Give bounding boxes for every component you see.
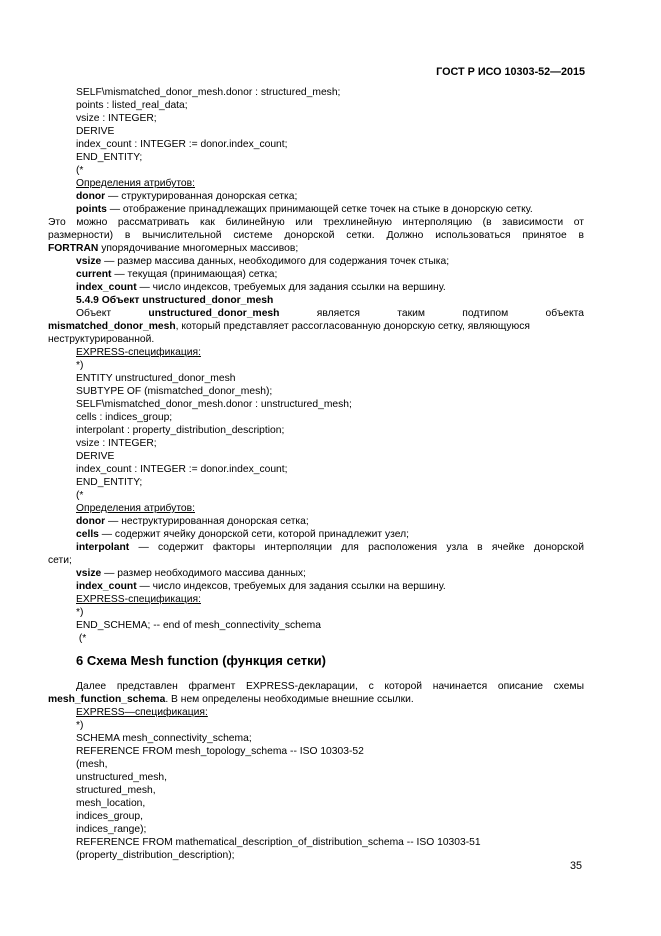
code-line: REFERENCE FROM mesh_topology_schema -- ISO 10303-52 <box>76 746 364 757</box>
code-line: index_count : INTEGER := donor.index_count; <box>76 139 288 150</box>
code-line: (mesh, <box>76 759 108 770</box>
definition-current: current — текущая (принимающая) сетка; <box>76 269 278 280</box>
code-line: DERIVE <box>76 451 115 462</box>
section-heading-5-4-9: 5.4.9 Объект unstructured_donor_mesh <box>76 295 274 306</box>
paragraph-line: неструктурированной. <box>48 334 155 345</box>
paragraph-line: Далее представлен фрагмент EXPRESS-декларации, с которой начинается описание схемы <box>76 681 584 692</box>
attribute-definitions-heading: Определения атрибутов: <box>76 178 195 189</box>
code-line: structured_mesh, <box>76 785 156 796</box>
code-line: indices_group, <box>76 811 143 822</box>
code-line: cells : indices_group; <box>76 412 173 423</box>
definition-index-count: index_count — число индексов, требуемых для задания ссылки на вершину. <box>76 581 446 592</box>
code-line: SELF\mismatched_donor_mesh.donor : structured_mesh; <box>76 87 341 98</box>
paragraph-line: сети; <box>48 555 72 566</box>
code-line: (* <box>76 490 84 501</box>
code-line: mesh_location, <box>76 798 146 809</box>
code-line: indices_range); <box>76 824 147 835</box>
code-line: (* <box>76 165 84 176</box>
definition-donor: donor — структурированная донорская сетка; <box>76 191 298 202</box>
code-line: *) <box>76 720 84 731</box>
code-line: *) <box>76 607 84 618</box>
code-line: vsize : INTEGER; <box>76 438 157 449</box>
code-line: (property_distribution_description); <box>76 850 235 861</box>
paragraph-line: Это можно рассматривать как билинейную или трехлинейную интерполяцию (в зависимости от <box>48 217 584 228</box>
definition-points: points — отображение принадлежащих принимающей сетке точек на стыке в донорскую сетку. <box>76 204 533 215</box>
paragraph-line: FORTRAN упорядочивание многомерных массивов; <box>48 243 299 254</box>
code-line: unstructured_mesh, <box>76 772 168 783</box>
code-line: SCHEMA mesh_connectivity_schema; <box>76 733 252 744</box>
code-line: SELF\mismatched_donor_mesh.donor : unstructured_mesh; <box>76 399 352 410</box>
paragraph-line: mismatched_donor_mesh, который представляет рассогласованную донорскую сетку, являющуюся <box>48 321 531 332</box>
code-line: (* <box>76 633 87 644</box>
code-line: END_ENTITY; <box>76 152 143 163</box>
page-number: 35 <box>569 860 582 872</box>
definition-donor: donor — неструктурированная донорская сетка; <box>76 516 309 527</box>
express-spec-label: EXPRESS-спецификация: <box>76 347 201 358</box>
code-line: vsize : INTEGER; <box>76 113 157 124</box>
code-line: END_SCHEMA; -- end of mesh_connectivity_schema <box>76 620 321 631</box>
definition-vsize: vsize — размер необходимого массива данных; <box>76 568 306 579</box>
code-line: END_ENTITY; <box>76 477 143 488</box>
code-line: DERIVE <box>76 126 115 137</box>
section-intro-line: Объект unstructured_donor_mesh является таким подтипом объекта <box>76 308 584 319</box>
paragraph-line: mesh_function_schema. В нем определены необходимые внешние ссылки. <box>48 694 414 705</box>
definition-index-count: index_count — число индексов, требуемых для задания ссылки на вершину. <box>76 282 446 293</box>
definition-vsize: vsize — размер массива данных, необходимого для содержания точек стыка; <box>76 256 450 267</box>
code-line: points : listed_real_data; <box>76 100 188 111</box>
code-line: ENTITY unstructured_donor_mesh <box>76 373 236 384</box>
definition-interpolant: interpolant — содержит факторы интерполяции для расположения узла в ячейке донорской <box>76 542 584 553</box>
express-spec-label: EXPRESS-спецификация: <box>76 594 201 605</box>
page-header-standard: ГОСТ Р ИСО 10303-52—2015 <box>436 66 585 78</box>
attribute-definitions-heading: Определения атрибутов: <box>76 503 195 514</box>
code-line: index_count : INTEGER := donor.index_count; <box>76 464 288 475</box>
express-spec-label: EXPRESS—спецификация: <box>76 707 208 718</box>
code-line: REFERENCE FROM mathematical_description_of_distribution_schema -- ISO 10303-51 <box>76 837 481 848</box>
code-line: SUBTYPE OF (mismatched_donor_mesh); <box>76 386 273 397</box>
paragraph-line: размерности) в вычислительной системе донорской сетки. Должно использоваться принятое в <box>48 230 584 241</box>
code-line: interpolant : property_distribution_description; <box>76 425 285 436</box>
code-line: *) <box>76 360 84 371</box>
definition-cells: cells — содержит ячейку донорской сети, которой принадлежит узел; <box>76 529 409 540</box>
section-heading-6: 6 Схема Mesh function (функция сетки) <box>76 653 326 668</box>
